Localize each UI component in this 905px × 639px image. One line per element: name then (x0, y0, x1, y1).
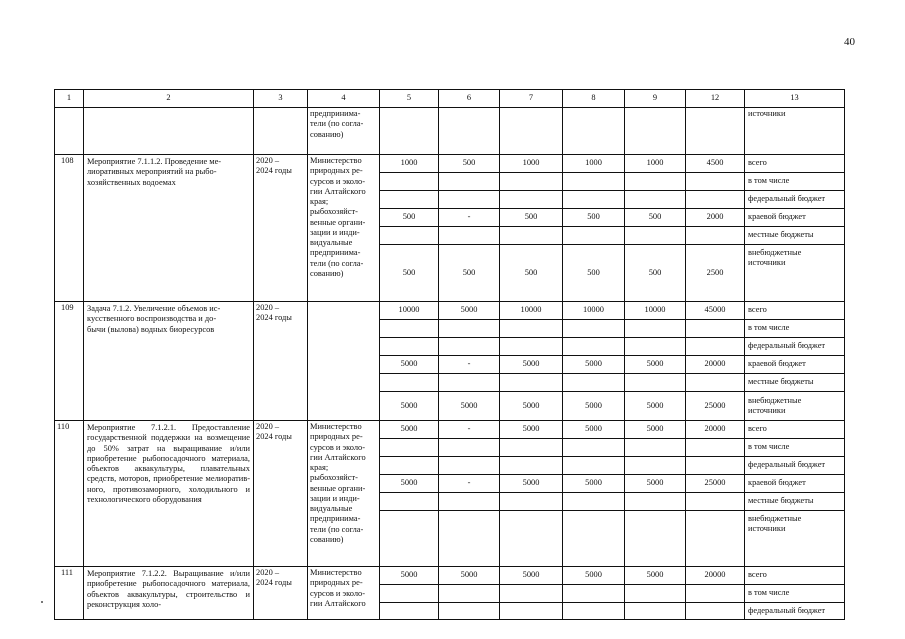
funding-source-label: внебюджетные источники (745, 392, 845, 421)
funding-source-label: в том числе (745, 320, 845, 338)
value-cell: 5000 (563, 567, 625, 585)
funding-source-label: федеральный бюджет (745, 338, 845, 356)
value-cell: 5000 (563, 475, 625, 493)
col-header: 12 (686, 90, 745, 108)
col-header: 7 (500, 90, 563, 108)
funding-source-label: всего (745, 302, 845, 320)
value-cell: 500 (563, 245, 625, 302)
measure-name: Мероприятие 7.1.1.2. Проведение ме- лиоративных мероприятий на рыбо- хозяйственных водоемах (84, 155, 254, 302)
col-header: 6 (439, 90, 500, 108)
period-cell: 2020 – 2024 годы (254, 567, 308, 620)
funding-source-label: местные бюджеты (745, 493, 845, 511)
value-cell: 5000 (500, 475, 563, 493)
program-table (54, 89, 845, 620)
funding-source-label: федеральный бюджет (745, 603, 845, 620)
value-cell: 5000 (439, 392, 500, 421)
funding-source-label: краевой бюджет (745, 356, 845, 374)
row-number: 109 (55, 302, 84, 421)
funding-source-label: местные бюджеты (745, 227, 845, 245)
value-cell: 1000 (563, 155, 625, 173)
value-cell: 1000 (380, 155, 439, 173)
value-cell: 5000 (563, 356, 625, 374)
funding-source-label: в том числе (745, 173, 845, 191)
header-row (55, 90, 845, 108)
value-cell: 5000 (563, 392, 625, 421)
funding-source-label: внебюджетные источники (745, 245, 845, 302)
measure-name: Мероприятие 7.1.2.1. Предоставление государственной поддержки на возмещение до 50% затрат на выращивание и/или приобретение рыбопосадочного материала, объектов аквакультуры, плавательных средств, моторов, приобретение мелиоратив-ного, противозаморного, холодильного и технологического оборудования (84, 421, 254, 567)
table-row (55, 567, 845, 585)
value-cell: 500 (380, 209, 439, 227)
period-cell: 2020 – 2024 годы (254, 155, 308, 302)
value-cell: 5000 (380, 421, 439, 439)
value-cell: - (439, 421, 500, 439)
value-cell: 25000 (686, 475, 745, 493)
value-cell: 5000 (500, 567, 563, 585)
value-cell: 45000 (686, 302, 745, 320)
funding-source-label: всего (745, 155, 845, 173)
row-number-cell (55, 108, 84, 155)
value-cell: 5000 (500, 392, 563, 421)
funding-source-label: всего (745, 567, 845, 585)
value-cell: 500 (500, 245, 563, 302)
value-cell: 500 (380, 245, 439, 302)
col-header: 2 (84, 90, 254, 108)
value-cell: 5000 (439, 302, 500, 320)
table-row (55, 302, 845, 320)
value-cell: 5000 (625, 475, 686, 493)
value-cell: 25000 (686, 392, 745, 421)
row-number: 111 (55, 567, 84, 620)
value-cell: 1000 (625, 155, 686, 173)
value-cell: - (439, 209, 500, 227)
continuation-row (55, 108, 845, 155)
value-cell: 5000 (625, 392, 686, 421)
value-cell: 10000 (563, 302, 625, 320)
value-cell: 5000 (625, 421, 686, 439)
measure-name: Мероприятие 7.1.2.2. Выращивание и/или приобретение рыбопосадочного материала, объектов аквакультуры, строительство и реконструкция холо- (84, 567, 254, 620)
value-cell: 5000 (380, 392, 439, 421)
table-row (55, 421, 845, 439)
value-cell: 20000 (686, 356, 745, 374)
value-cell: 5000 (380, 567, 439, 585)
funding-source-label: местные бюджеты (745, 374, 845, 392)
value-cell: 500 (439, 155, 500, 173)
value-cell: 5000 (439, 567, 500, 585)
value-cell: 20000 (686, 421, 745, 439)
executor-cell: предпринима- тели (по согла- сованию) (308, 108, 380, 155)
value-cell: 5000 (563, 421, 625, 439)
value-cell: 2500 (686, 245, 745, 302)
funding-source-label: краевой бюджет (745, 209, 845, 227)
funding-source-label: в том числе (745, 439, 845, 457)
col-header: 13 (745, 90, 845, 108)
value-cell: - (439, 475, 500, 493)
value-cell: 5000 (625, 567, 686, 585)
value-cell: 4500 (686, 155, 745, 173)
col-header: 1 (55, 90, 84, 108)
value-cell: - (439, 356, 500, 374)
scan-speck (41, 601, 43, 603)
table-row (55, 155, 845, 173)
funding-source-label: внебюджетные источники (745, 511, 845, 567)
value-cell: 10000 (380, 302, 439, 320)
period-cell: 2020 – 2024 годы (254, 421, 308, 567)
value-cell: 10000 (500, 302, 563, 320)
value-cell: 1000 (500, 155, 563, 173)
value-cell: 5000 (500, 421, 563, 439)
funding-source-label: всего (745, 421, 845, 439)
value-cell: 500 (625, 209, 686, 227)
executor-cell (308, 302, 380, 421)
value-cell: 5000 (625, 356, 686, 374)
row-number: 110 (55, 421, 84, 567)
col-header: 9 (625, 90, 686, 108)
task-name: Задача 7.1.2. Увеличение объемов ис- кусственного воспроизводства и до- бычи (вылова) водных биоресурсов (84, 302, 254, 421)
value-cell: 500 (563, 209, 625, 227)
funding-source-label: краевой бюджет (745, 475, 845, 493)
value-cell: 500 (500, 209, 563, 227)
value-cell: 20000 (686, 567, 745, 585)
value-cell: 10000 (625, 302, 686, 320)
value-cell: 500 (439, 245, 500, 302)
value-cell: 2000 (686, 209, 745, 227)
funding-source-label: источники (745, 108, 845, 155)
value-cell: 500 (625, 245, 686, 302)
period-cell: 2020 – 2024 годы (254, 302, 308, 421)
value-cell: 5000 (500, 356, 563, 374)
executor-cell: Министерство природных ре- сурсов и эколо- гии Алтайского края; рыбохозяйст- венные органи- зации и инди- видуальные предпринима- тели (по согла- сованию) (308, 421, 380, 567)
funding-source-label: федеральный бюджет (745, 457, 845, 475)
executor-cell: Министерство природных ре- сурсов и эколо- гии Алтайского (308, 567, 380, 620)
funding-source-label: в том числе (745, 585, 845, 603)
value-cell: 5000 (380, 356, 439, 374)
row-number: 108 (55, 155, 84, 302)
period-cell (254, 108, 308, 155)
col-header: 3 (254, 90, 308, 108)
name-cell (84, 108, 254, 155)
funding-source-label: федеральный бюджет (745, 191, 845, 209)
value-cell: 5000 (380, 475, 439, 493)
col-header: 5 (380, 90, 439, 108)
col-header: 8 (563, 90, 625, 108)
col-header: 4 (308, 90, 380, 108)
page-number: 40 (844, 36, 855, 48)
executor-cell: Министерство природных ре- сурсов и эколо- гии Алтайского края; рыбохозяйст- венные органи- зации и инди- видуальные предпринима- тели (по согла- сованию) (308, 155, 380, 302)
